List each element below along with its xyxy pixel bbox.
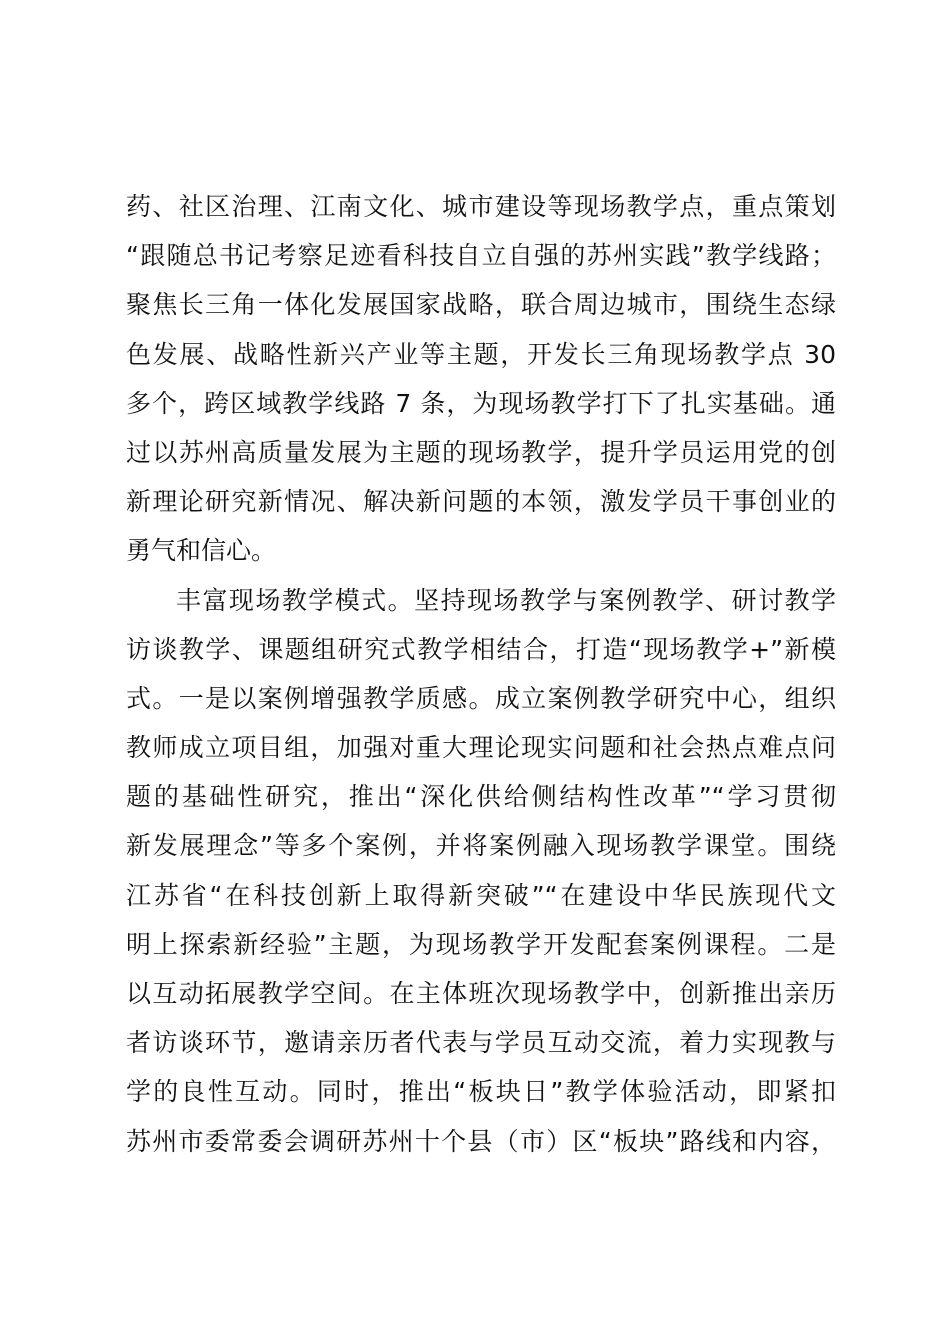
paragraph — [126, 580, 836, 1170]
text-line: 过以苏州高质量发展为主题的现场教学，提升学员运用党的创 — [126, 437, 836, 467]
text-line: 多个，跨区域教学线路 7 条，为现场教学打下了扎实基础。通 — [126, 388, 836, 418]
text-line: 者访谈环节，邀请亲历者代表与学员互动交流，着力实现教与 — [126, 1028, 836, 1058]
text-line: 式。一是以案例增强教学质感。成立案例教学研究中心，组织 — [126, 683, 836, 713]
text-line: 勇气和信心。 — [126, 536, 277, 566]
paragraph — [126, 186, 836, 580]
text-line: “跟随总书记考察足迹看科技自立自强的苏州实践”教学线路； — [126, 241, 836, 271]
text-line: 新理论研究新情况、解决新问题的本领，激发学员干事创业的 — [126, 487, 836, 517]
text-line: 明上探索新经验”主题，为现场教学开发配套案例课程。二是 — [126, 929, 836, 959]
text-line: 丰富现场教学模式。坚持现场教学与案例教学、研讨教学 — [176, 585, 836, 615]
body-text — [126, 186, 836, 1170]
text-line: 苏州市委常委会调研苏州十个县（市）区“板块”路线和内容， — [126, 1126, 836, 1156]
text-line: 新发展理念”等多个案例，并将案例融入现场教学课堂。围绕 — [126, 831, 836, 861]
text-line: 药、社区治理、江南文化、城市建设等现场教学点，重点策划 — [126, 192, 836, 221]
text-line: 访谈教学、课题组研究式教学相结合，打造“现场教学+”新模 — [126, 634, 836, 664]
text-line: 江苏省“在科技创新上取得新突破”“在建设中华民族现代文 — [126, 880, 836, 910]
text-line: 教师成立项目组，加强对重大理论现实问题和社会热点难点问 — [126, 733, 836, 763]
text-line: 题的基础性研究，推出“深化供给侧结构性改革”“学习贯彻 — [126, 782, 836, 812]
text-line: 色发展、战略性新兴产业等主题，开发长三角现场教学点 30 — [126, 339, 836, 369]
text-line: 聚焦长三角一体化发展国家战略，联合周边城市，围绕生态绿 — [126, 290, 836, 320]
text-line: 以互动拓展教学空间。在主体班次现场教学中，创新推出亲历 — [126, 979, 836, 1008]
text-line: 学的良性互动。同时，推出“板块日”教学体验活动，即紧扣 — [126, 1077, 836, 1107]
